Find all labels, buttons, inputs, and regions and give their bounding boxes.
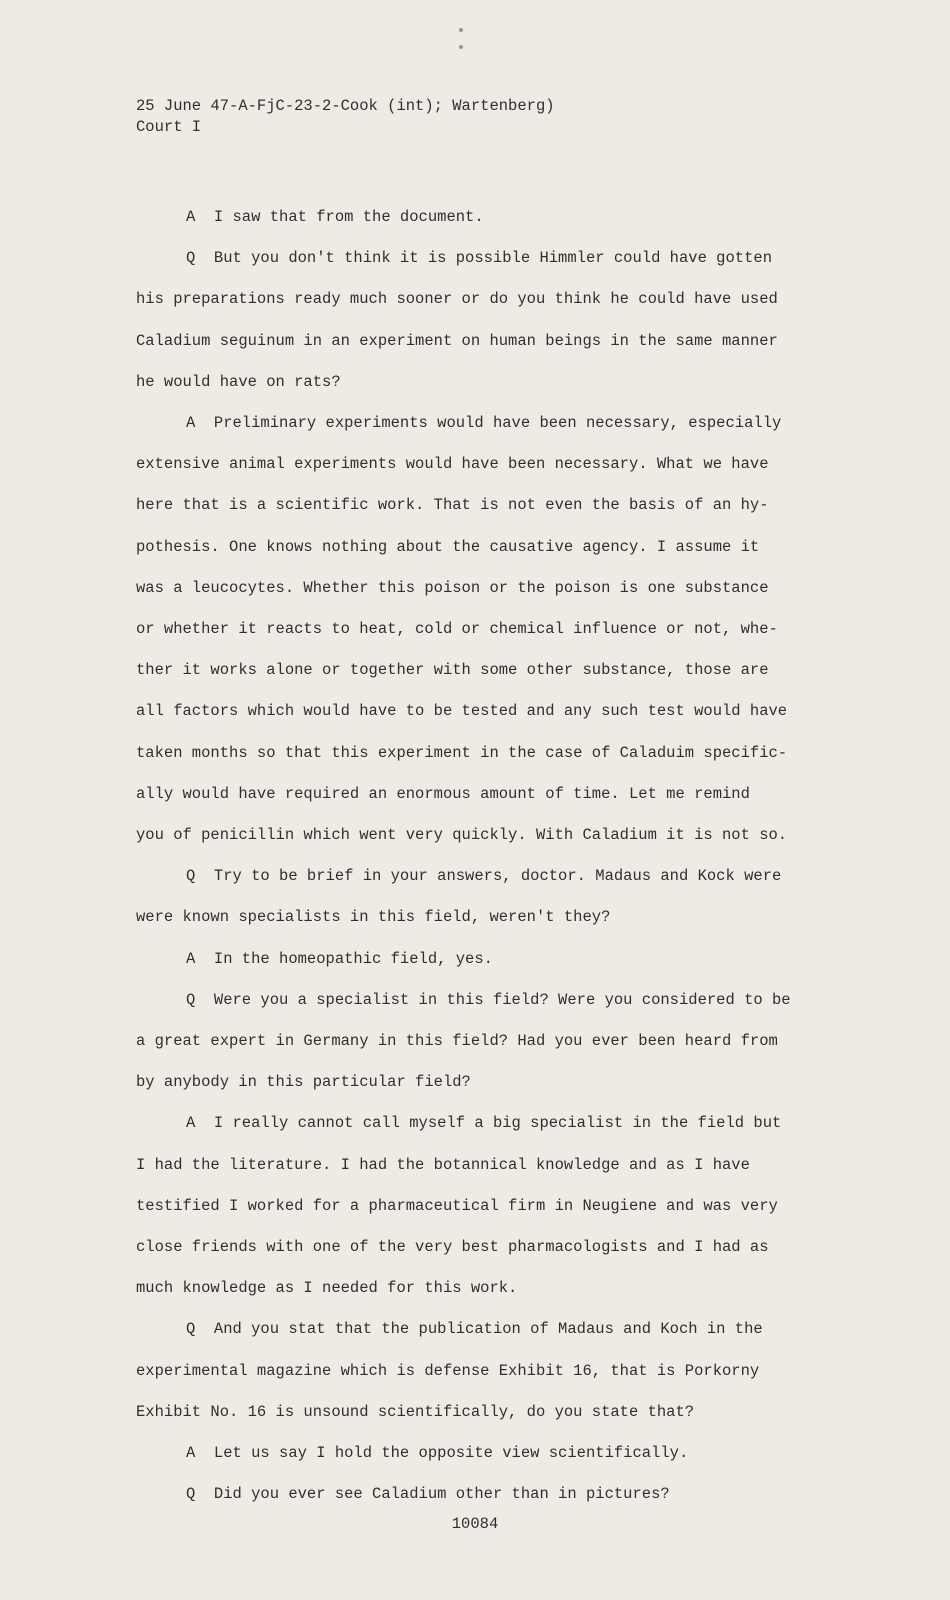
transcript-line: Q But you don't think it is possible Himmler could have gotten xyxy=(186,249,772,268)
transcript-line: testified I worked for a pharmaceutical firm in Neugiene and was very xyxy=(136,1196,778,1215)
transcript-line: experimental magazine which is defense Exhibit 16, that is Porkorny xyxy=(136,1361,760,1380)
transcript-line: ther it works alone or together with some other substance, those are xyxy=(136,661,769,680)
transcript-line: extensive animal experiments would have been necessary. What we have xyxy=(136,455,769,474)
transcript-line: Q And you stat that the publication of Madaus and Koch in the xyxy=(186,1320,763,1339)
transcript-line: A I really cannot call myself a big specialist in the field but xyxy=(186,1114,782,1133)
header-line-2: Court I xyxy=(136,118,202,136)
transcript-body xyxy=(136,197,866,1516)
transcript-line: Q Were you a specialist in this field? Were you considered to be xyxy=(186,990,791,1009)
transcript-line: close friends with one of the very best pharmacologists and I had as xyxy=(136,1238,769,1257)
transcript-line: he would have on rats? xyxy=(136,372,341,391)
page-number: 10084 xyxy=(451,1515,499,1533)
transcript-line: here that is a scientific work. That is not even the basis of an hy- xyxy=(136,496,769,515)
transcript-line: Q Did you ever see Caladium other than in pictures? xyxy=(186,1485,670,1504)
transcript-line: his preparations ready much sooner or do you think he could have used xyxy=(136,290,778,309)
transcript-line: by anybody in this particular field? xyxy=(136,1073,471,1092)
transcript-line: Exhibit No. 16 is unsound scientifically, do you state that? xyxy=(136,1402,695,1421)
transcript-line: were known specialists in this field, weren't they? xyxy=(136,908,611,927)
transcript-line: taken months so that this experiment in the case of Caladuim specific- xyxy=(136,743,788,762)
transcript-line: you of penicillin which went very quickly. With Caladium it is not so. xyxy=(136,826,788,845)
transcript-line: A I saw that from the document. xyxy=(186,208,484,226)
punch-hole-mark xyxy=(459,45,463,49)
transcript-line: A Preliminary experiments would have been necessary, especially xyxy=(186,414,782,433)
transcript-line: Caladium seguinum in an experiment on human beings in the same manner xyxy=(136,331,778,350)
header-line-1: 25 June 47-A-FjC-23-2-Cook (int); Wartenberg) xyxy=(136,97,555,115)
transcript-line: A In the homeopathic field, yes. xyxy=(186,949,493,968)
transcript-line: was a leucocytes. Whether this poison or the poison is one substance xyxy=(136,578,769,597)
transcript-line: Q Try to be brief in your answers, doctor. Madaus and Kock were xyxy=(186,867,782,886)
document-header xyxy=(136,96,555,138)
transcript-line: or whether it reacts to heat, cold or chemical influence or not, whe- xyxy=(136,620,778,639)
transcript-line: all factors which would have to be tested and any such test would have xyxy=(136,702,788,721)
transcript-line: ally would have required an enormous amount of time. Let me remind xyxy=(136,784,750,803)
transcript-line: a great expert in Germany in this field? Had you ever been heard from xyxy=(136,1032,778,1051)
transcript-line: much knowledge as I needed for this work. xyxy=(136,1279,518,1298)
transcript-line: pothesis. One knows nothing about the causative agency. I assume it xyxy=(136,537,760,556)
punch-hole-mark xyxy=(459,28,463,32)
transcript-line: I had the literature. I had the botannical knowledge and as I have xyxy=(136,1155,750,1174)
transcript-line: A Let us say I hold the opposite view scientifically. xyxy=(186,1444,689,1463)
